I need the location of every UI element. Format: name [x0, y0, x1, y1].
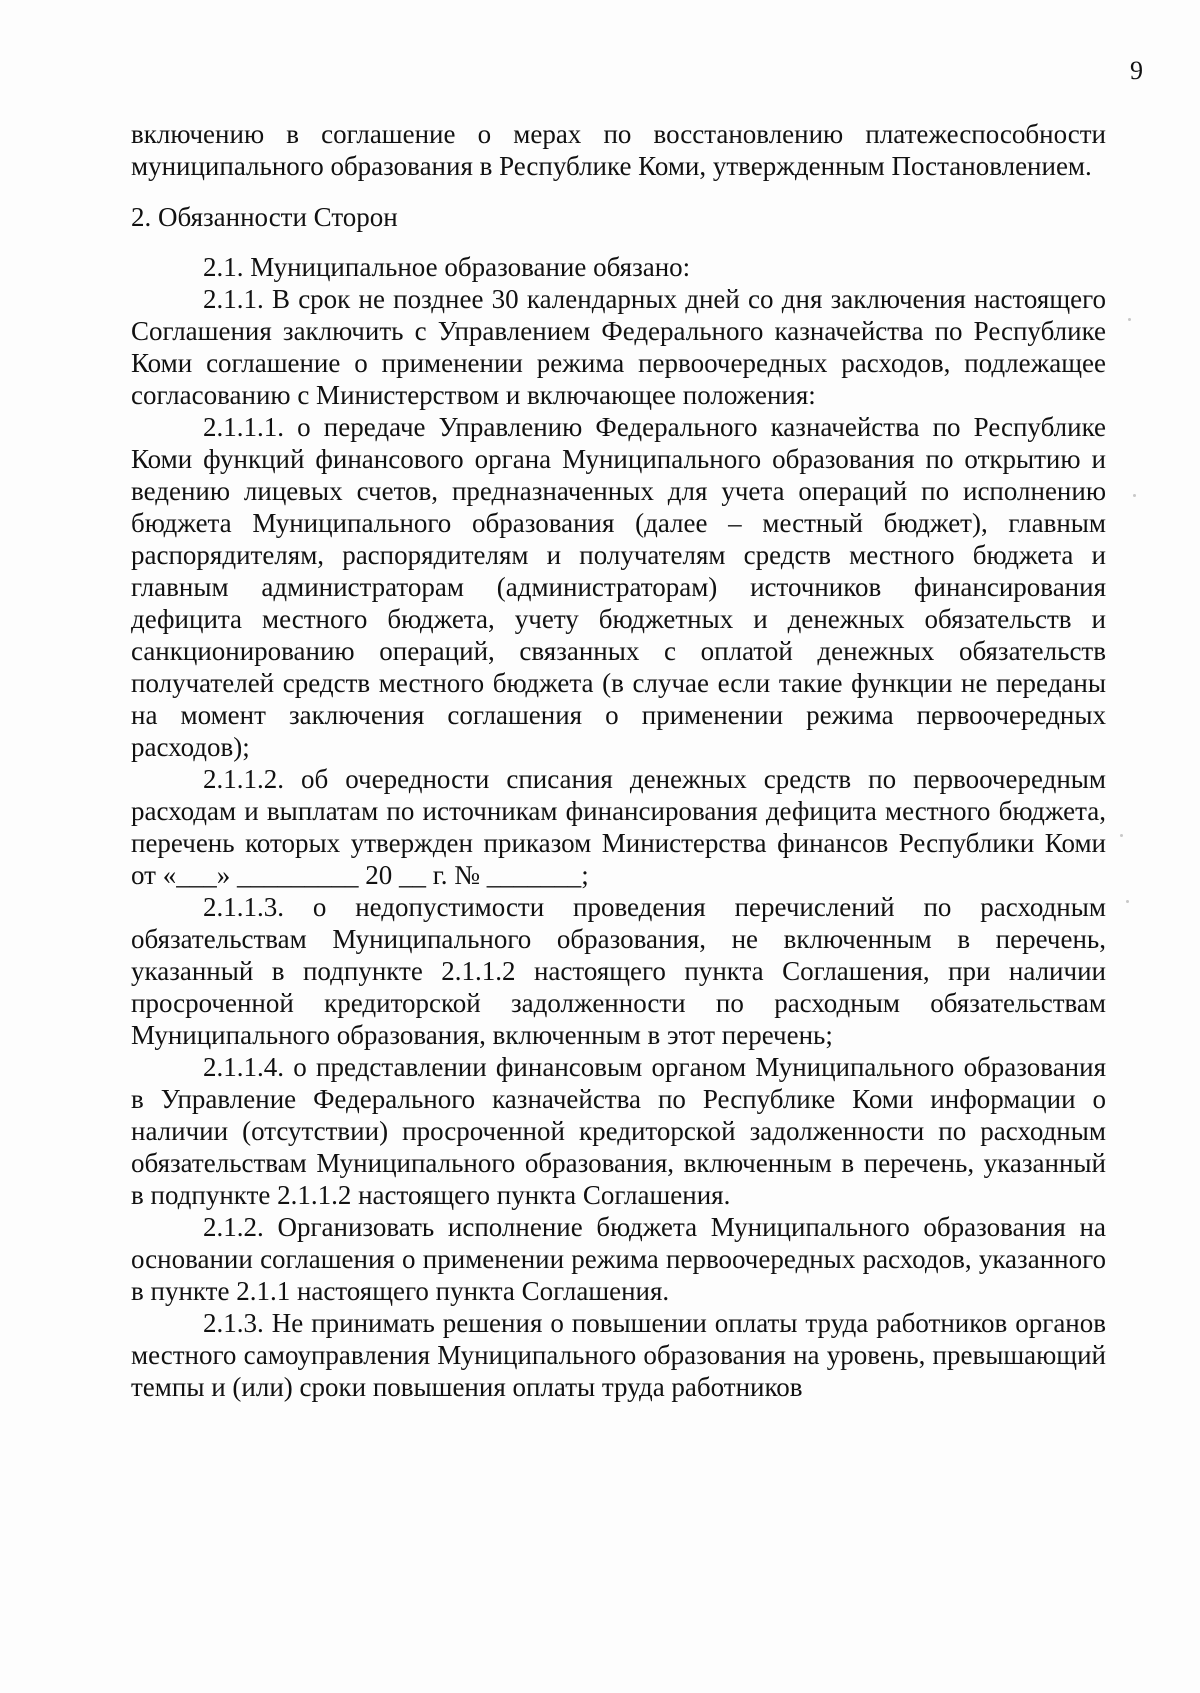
document-body — [131, 118, 1106, 1403]
page-number: 9 — [1130, 56, 1143, 85]
scan-speck — [1120, 834, 1123, 837]
paragraph-2-1-2: 2.1.2. Организовать исполнение бюджета Муниципального образования на основании соглашения о применении режима первоочередных расходов, указанного в пункте 2.1.1 настоящего пункта Соглашения. — [131, 1212, 1106, 1306]
paragraph-2-1-1-3: 2.1.1.3. о недопустимости проведения перечислений по расходным обязательствам Муниципального образования, не включенным в перечень, указанный в подпункте 2.1.1.2 настоящего пункта Соглашения, при наличии просроченной кредиторской задолженности по расходным обязательствам Муниципального образования, включенным в этот перечень; — [131, 892, 1106, 1050]
paragraph-2-1-1: 2.1.1. В срок не позднее 30 календарных дней со дня заключения настоящего Соглашения заключить с Управлением Федерального казначейства по Республике Коми соглашение о применении режима первоочередных расходов, подлежащее согласованию с Министерством и включающее положения: — [131, 284, 1106, 410]
scan-speck — [1133, 494, 1136, 497]
section-heading: 2. Обязанности Сторон — [131, 202, 398, 232]
paragraph-2-1-1-1: 2.1.1.1. о передаче Управлению Федерального казначейства по Республике Коми функций финансового органа Муниципального образования по открытию и ведению лицевых счетов, предназначенных для учета операций по исполнению бюджета Муниципального образования (далее – местный бюджет), главным распорядителям, распорядителям и получателям средств местного бюджета и главным администраторам (администраторам) источников финансирования дефицита местного бюджета, учету бюджетных и денежных обязательств и санкционированию операций, связанных с оплатой денежных обязательств получателей средств местного бюджета (в случае если такие функции не переданы на момент заключения соглашения о применении режима первоочередных расходов); — [131, 412, 1106, 762]
scan-speck — [1128, 318, 1131, 321]
paragraph-2-1-1-2: 2.1.1.2. об очередности списания денежных средств по первоочередным расходам и выплатам по источникам финансирования дефицита местного бюджета, перечень которых утвержден приказом Министерства финансов Республики Коми от «___» _________ 20 __ г. № _______; — [131, 764, 1106, 890]
paragraph-2-1-3: 2.1.3. Не принимать решения о повышении оплаты труда работников органов местного самоуправления Муниципального образования на уровень, превышающий темпы и (или) сроки повышения оплаты труда работников — [131, 1308, 1106, 1402]
paragraph-2-1: 2.1. Муниципальное образование обязано: — [203, 252, 691, 282]
paragraph-continuation: включению в соглашение о мерах по восстановлению платежеспособности муниципального образования в Республике Коми, утвержденным Постановлением. — [131, 119, 1106, 181]
paragraph-2-1-1-4: 2.1.1.4. о представлении финансовым органом Муниципального образования в Управление Федерального казначейства по Республике Коми информации о наличии (отсутствии) просроченной кредиторской задолженности по расходным обязательствам Муниципального образования, включенным в перечень, указанный в подпункте 2.1.1.2 настоящего пункта Соглашения. — [131, 1052, 1106, 1210]
scan-speck — [1126, 900, 1129, 903]
